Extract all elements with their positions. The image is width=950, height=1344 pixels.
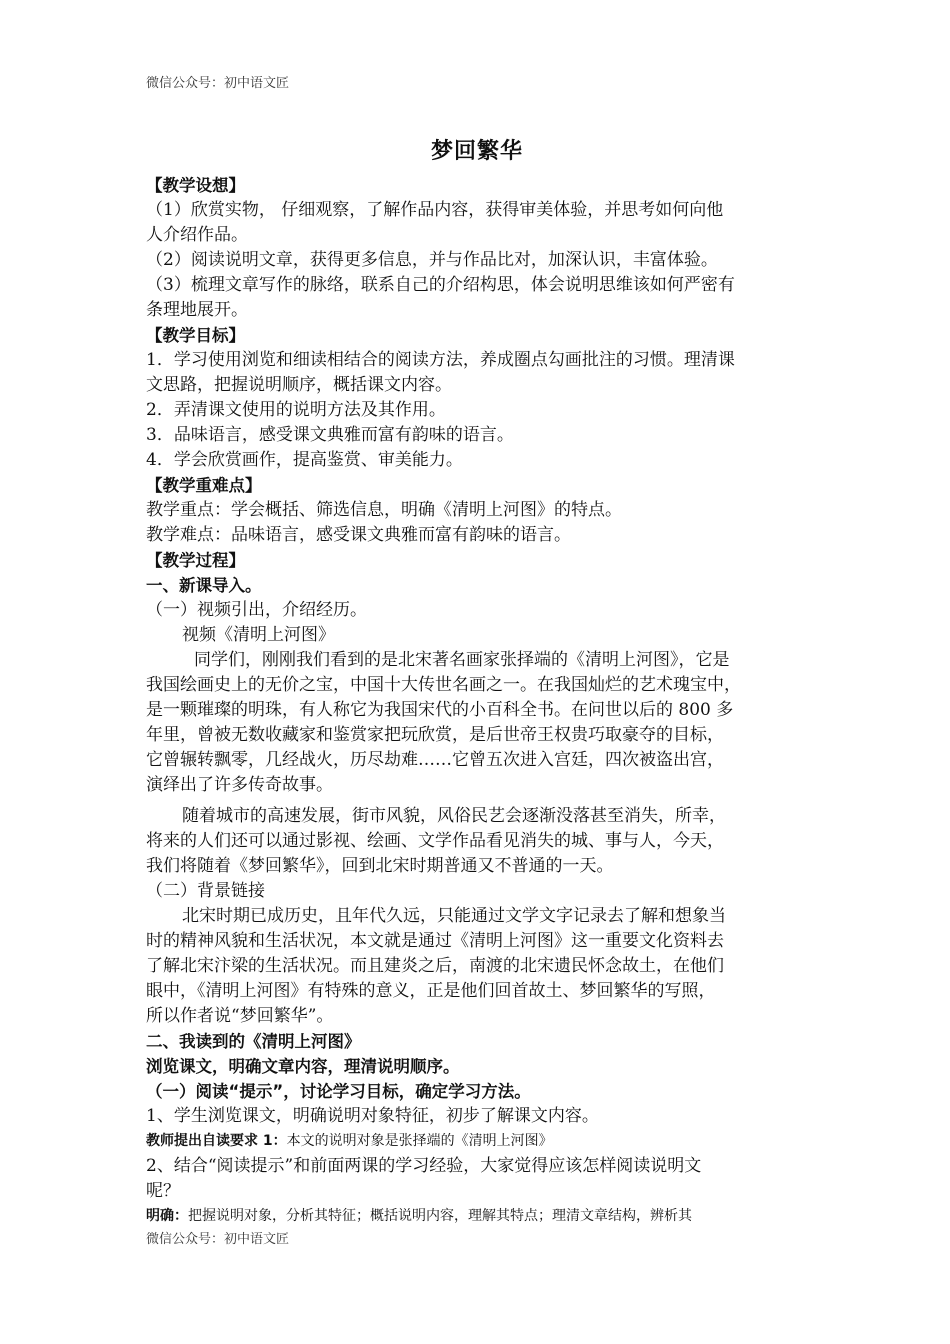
paragraph-line: 教学难点：品味语言，感受课文典雅而富有韵味的语言。	[146, 525, 571, 545]
paragraph-line: 1．学习使用浏览和细读相结合的阅读方法，养成圈点勾画批注的习惯。理清课	[146, 350, 735, 370]
page-footer: 微信公众号：初中语文匠	[146, 1232, 290, 1247]
paragraph-line: 4．学会欣赏画作，提高鉴赏、审美能力。	[146, 450, 463, 470]
paragraph-line: 是一颗璀璨的明珠，有人称它为我国宋代的小百科全书。在问世以后的 800 多	[146, 700, 734, 720]
sub-heading: （二）背景链接	[146, 881, 265, 901]
paragraph-line: 1、学生浏览课文，明确说明对象特征，初步了解课文内容。	[146, 1106, 599, 1126]
document-title: 梦回繁华	[430, 139, 523, 164]
paragraph-line: 北宋时期已成历史，且年代久远，只能通过文学文字记录去了解和想象当	[182, 906, 726, 926]
paragraph-line: 2．弄清课文使用的说明方法及其作用。	[146, 400, 446, 420]
part-subheading: 浏览课文，明确文章内容，理清说明顺序。	[146, 1057, 460, 1076]
paragraph-line: 了解北宋汴梁的生活状况。而且建炎之后，南渡的北宋遗民怀念故土，在他们	[146, 956, 724, 976]
requirement-line	[146, 1129, 808, 1154]
paragraph-line: 我们将随着《梦回繁华》，回到北宋时期普通又不普通的一天。	[146, 856, 614, 876]
paragraph-line: （3）梳理文章写作的脉络，联系自己的介绍构思，体会说明思维该如何严密有	[146, 275, 735, 295]
section-heading-goals: 【教学目标】	[146, 326, 245, 345]
paragraph-line: 2、结合“阅读提示”和前面两课的学习经验，大家觉得应该怎样阅读说明文	[146, 1156, 702, 1176]
clarify-line	[146, 1204, 808, 1229]
paragraph-line: 眼中，《清明上河图》有特殊的意义，正是他们回首故土、梦回繁华的写照，	[146, 981, 716, 1001]
paragraph-line: 年里，曾被无数收藏家和鉴赏家把玩欣赏，是后世帝王权贵巧取豪夺的目标，	[146, 725, 724, 745]
clarify-text: 把握说明对象，分析其特征；概括说明内容，理解其特点；理清文章结构，辨析其	[188, 1208, 692, 1224]
paragraph-line: 3．品味语言，感受课文典雅而富有韵味的语言。	[146, 425, 514, 445]
paragraph-line: 条理地展开。	[146, 300, 248, 320]
part-heading: 一、新课导入。	[146, 576, 262, 595]
paragraph-line: 同学们，刚刚我们看到的是北宋著名画家张择端的《清明上河图》，它是	[194, 650, 730, 670]
paragraph-line: 呢？	[146, 1181, 180, 1201]
sub-heading: （一）视频引出，介绍经历。	[146, 600, 367, 620]
paragraph-line: （1）欣赏实物， 仔细观察，了解作品内容，获得审美体验，并思考如何向他	[146, 200, 724, 220]
paragraph-line: 所以作者说“梦回繁华”。	[146, 1006, 334, 1026]
paragraph-line: 文思路，把握说明顺序，概括课文内容。	[146, 375, 452, 395]
paragraph-line: 我国绘画史上的无价之宝，中国十大传世名画之一。在我国灿烂的艺术瑰宝中，	[146, 675, 741, 695]
requirement-label: 教师提出自读要求 1：	[146, 1133, 287, 1149]
paragraph-line: 随着城市的高速发展，街市风貌，风俗民艺会逐渐没落甚至消失，所幸，	[182, 806, 726, 826]
requirement-text: 本文的说明对象是张择端的《清明上河图》	[286, 1133, 553, 1149]
page-header: 微信公众号：初中语文匠	[146, 76, 290, 91]
paragraph-line: 人介绍作品。	[146, 225, 248, 245]
paragraph-line: （2）阅读说明文章，获得更多信息，并与作品比对，加深认识，丰富体验。	[146, 250, 718, 270]
sub-heading: （一）阅读“提示”，讨论学习目标，确定学习方法。	[146, 1082, 531, 1101]
clarify-label: 明确：	[146, 1208, 188, 1224]
part-heading: 二、我读到的《清明上河图》	[146, 1032, 361, 1051]
section-heading-design: 【教学设想】	[146, 176, 245, 195]
document-body	[146, 134, 808, 1229]
paragraph-line: 演绎出了许多传奇故事。	[146, 775, 333, 795]
paragraph-line: 它曾辗转飘零，几经战火，历尽劫难……它曾五次进入宫廷，四次被盗出宫，	[146, 750, 724, 770]
paragraph-line: 教学重点：学会概括、筛选信息，明确《清明上河图》的特点。	[146, 500, 622, 520]
paragraph-line: 视频《清明上河图》	[182, 625, 335, 645]
section-heading-keypoints: 【教学重难点】	[146, 476, 262, 495]
section-heading-process: 【教学过程】	[146, 551, 245, 570]
paragraph-line: 时的精神风貌和生活状况，本文就是通过《清明上河图》这一重要文化资料去	[146, 931, 724, 951]
paragraph-line: 将来的人们还可以通过影视、绘画、文学作品看见消失的城、事与人，今天，	[146, 831, 724, 851]
